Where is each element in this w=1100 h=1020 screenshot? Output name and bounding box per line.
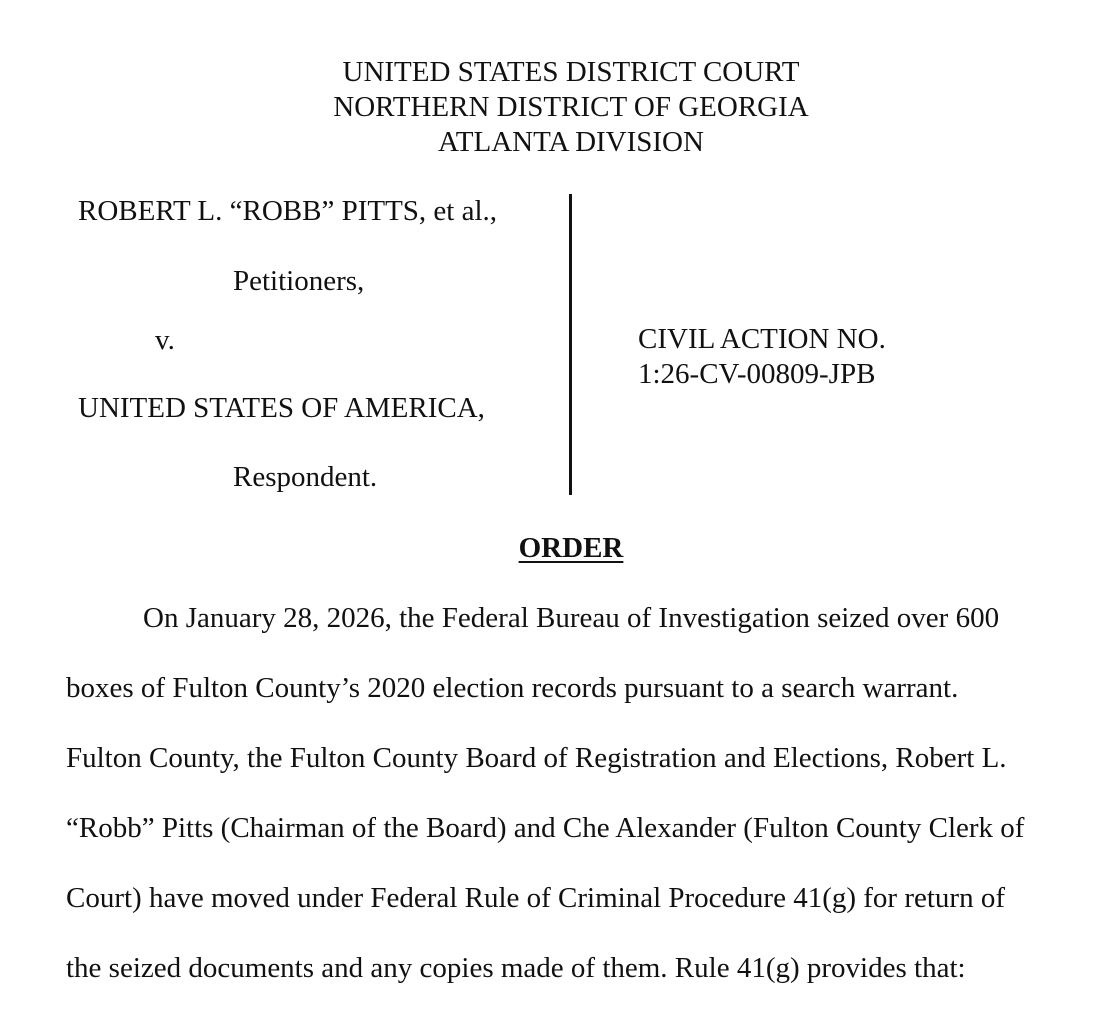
respondent-name: UNITED STATES OF AMERICA, [78,392,485,424]
court-district: NORTHERN DISTRICT OF GEORGIA [333,91,809,123]
order-title: ORDER [518,532,624,564]
petitioner-role: Petitioners, [233,265,365,297]
order-body [66,600,1076,1020]
caption-divider [569,194,572,495]
respondent-role: Respondent. [233,461,378,493]
order-paragraph-line: boxes of Fulton County’s 2020 election records pursuant to a search warrant. [66,672,959,704]
order-paragraph-line: “Robb” Pitts (Chairman of the Board) and Che Alexander (Fulton County Clerk of [66,812,1025,844]
order-paragraph-line: Fulton County, the Fulton County Board of Registration and Elections, Robert L. [66,742,1007,774]
order-paragraph-line: the seized documents and any copies made of them. Rule 41(g) provides that: [66,952,966,984]
case-number: 1:26-CV-00809-JPB [638,358,876,390]
court-name: UNITED STATES DISTRICT COURT [342,56,800,88]
civil-action-label: CIVIL ACTION NO. [638,323,886,355]
order-paragraph-line: On January 28, 2026, the Federal Bureau of Investigation seized over 600 [143,602,1000,634]
court-division: ATLANTA DIVISION [438,126,704,158]
case-number-block [638,322,886,392]
petitioner-name: ROBERT L. “ROBB” PITTS, et al., [78,195,498,227]
versus-label: v. [155,324,175,356]
court-header [0,55,1100,160]
order-paragraph-line: Court) have moved under Federal Rule of Criminal Procedure 41(g) for return of [66,882,1005,914]
